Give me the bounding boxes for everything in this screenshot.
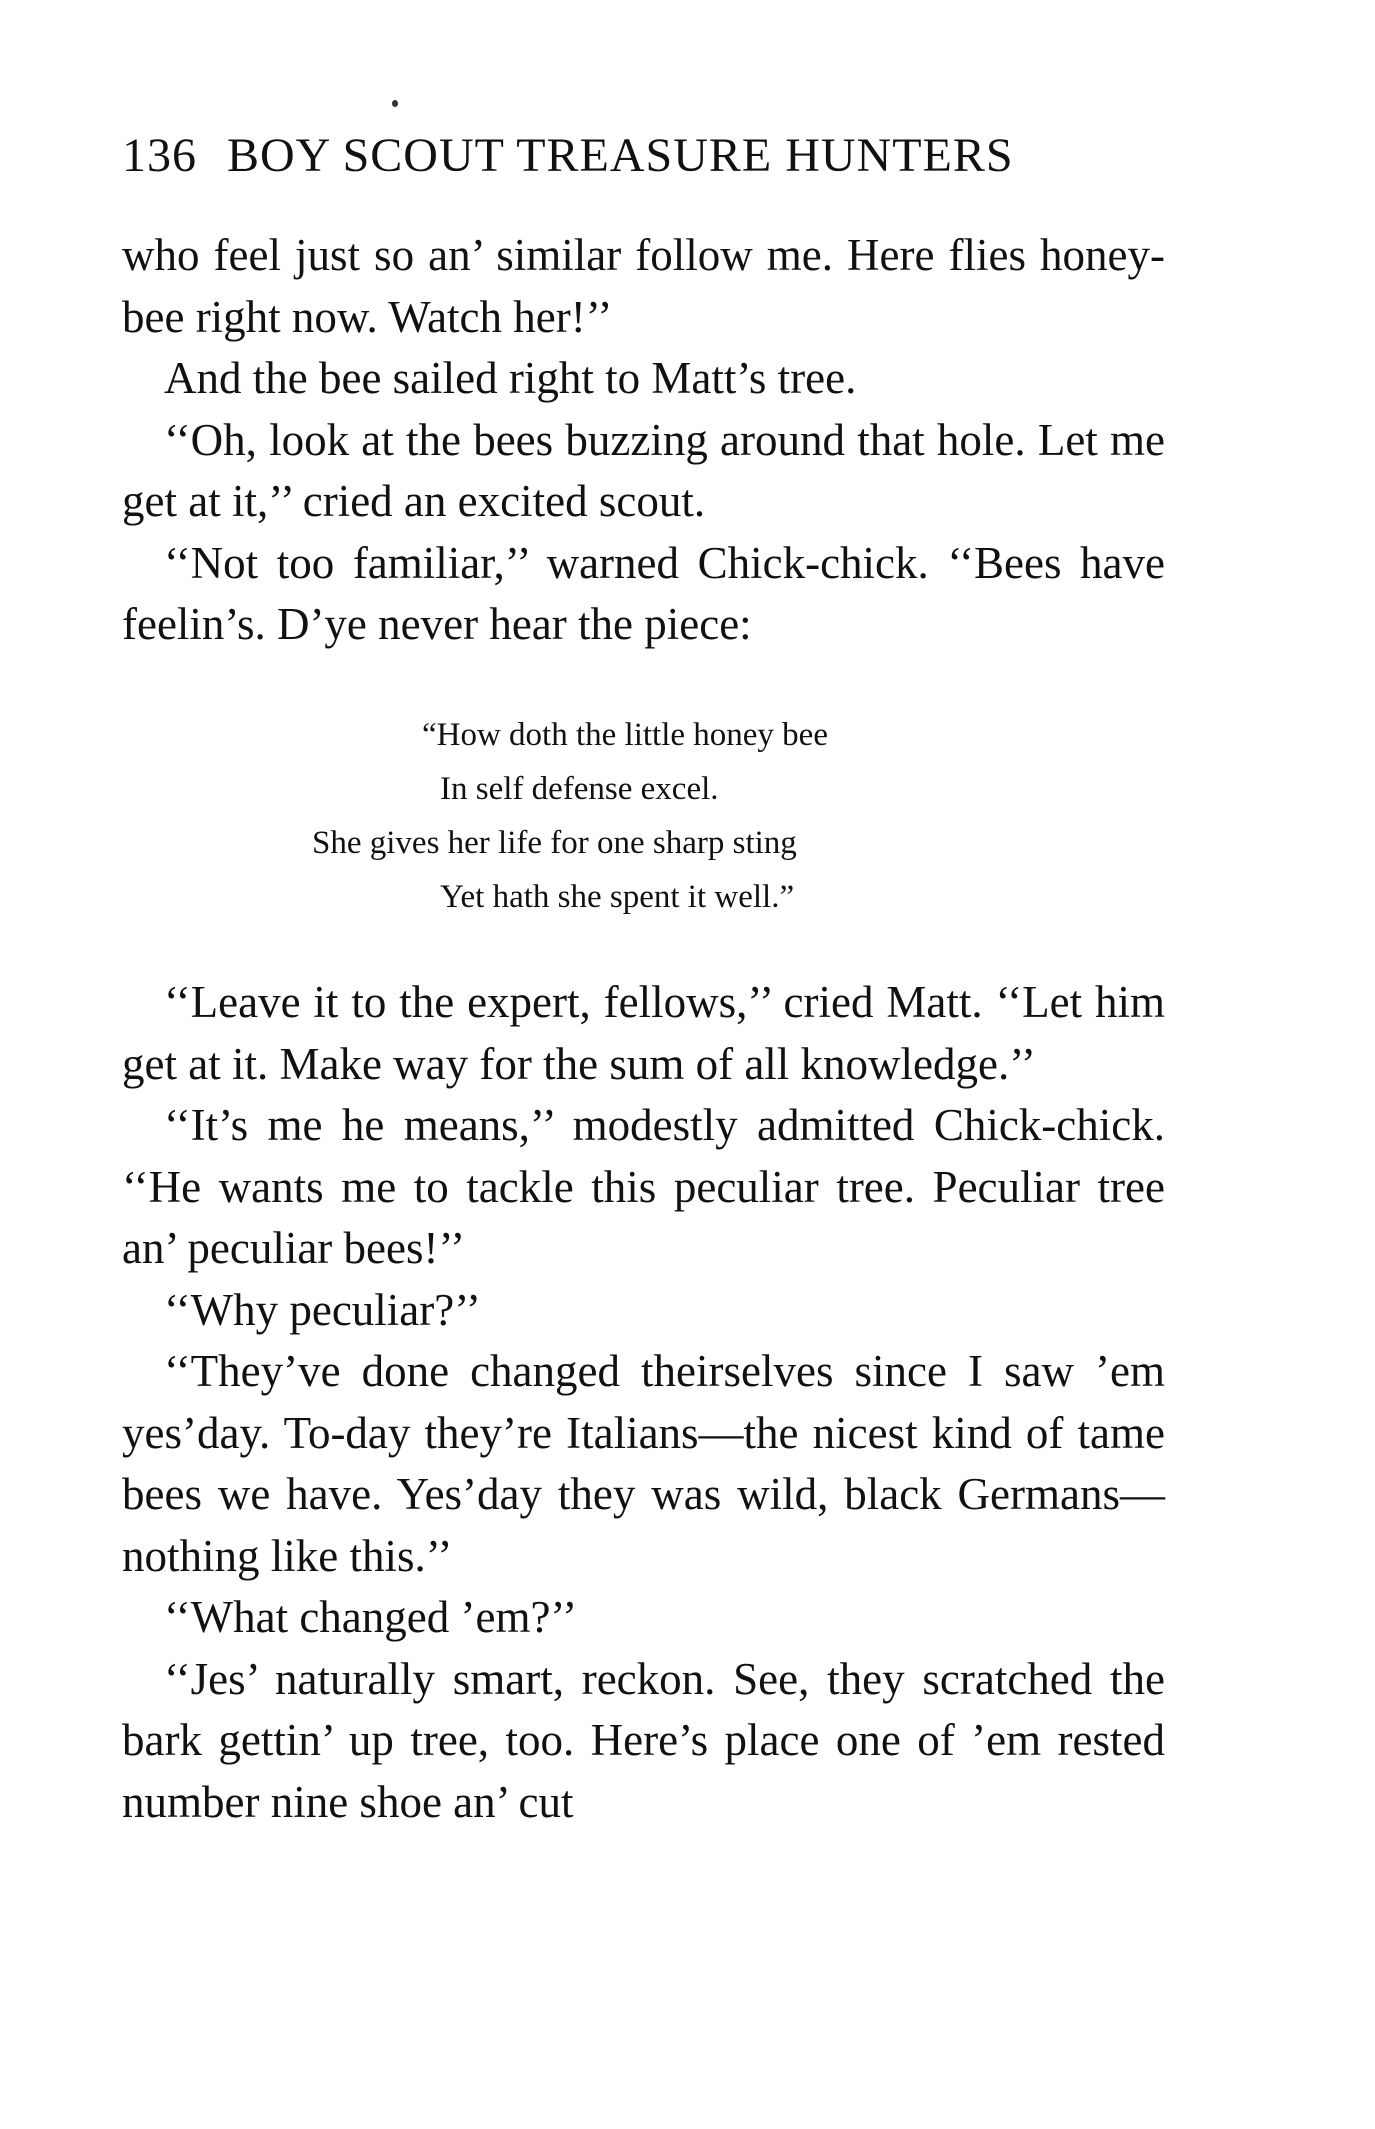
paragraph: ‘‘It’s me he means,’’ modestly admitted Chick-chick. ‘‘He wants me to tackle this peculiar tree. Peculiar tree an’ peculiar bees!’’ [122, 1100, 1165, 1273]
paragraph: ‘‘What changed ’em?’’ [164, 1592, 578, 1642]
paragraph: ‘‘They’ve done changed theirselves since I saw ’em yes’day. To-day they’re Italians—the nicest kind of tame bees we have. Yes’day they was wild, black Germans—nothing like this.’’ [122, 1346, 1165, 1581]
paragraph: ‘‘Not too familiar,’’ warned Chick-chick. ‘‘Bees have feelin’s. D’ye never hear the piece: [122, 537, 1165, 649]
verse-line: Yet hath she spent it well.” [440, 879, 795, 915]
paragraph: ‘‘Leave it to the expert, fellows,’’ cried Matt. ‘‘Let him get at it. Make way for the sum of all knowledge.’’ [122, 977, 1165, 1089]
paragraph: ‘‘Oh, look at the bees buzzing around that hole. Let me get at it,’’ cried an excited scout. [122, 414, 1165, 526]
running-title: BOY SCOUT TREASURE HUNTERS [227, 129, 1014, 182]
verse-line: “How doth the little honey bee [422, 717, 828, 753]
verse-line: In self defense excel. [440, 771, 719, 807]
text-block-top [122, 225, 1165, 656]
verse-line: She gives her life for one sharp sting [312, 825, 797, 861]
running-header [122, 128, 1162, 183]
paragraph: ‘‘Jes’ naturally smart, reckon. See, they scratched the bark gettin’ up tree, too. Here’s place one of ’em rested number nine shoe an’ cut [122, 1653, 1165, 1827]
page-number: 136 [122, 129, 197, 182]
verse-quotation [122, 708, 1165, 924]
paragraph: ‘‘Why peculiar?’’ [164, 1284, 481, 1335]
paragraph: who feel just so an’ similar follow me. Here flies honey-bee right now. Watch her!’’ [122, 230, 1165, 342]
paragraph: And the bee sailed right to Matt’s tree. [164, 353, 857, 403]
text-block-bottom [122, 972, 1165, 1833]
speck-mark [392, 100, 398, 107]
